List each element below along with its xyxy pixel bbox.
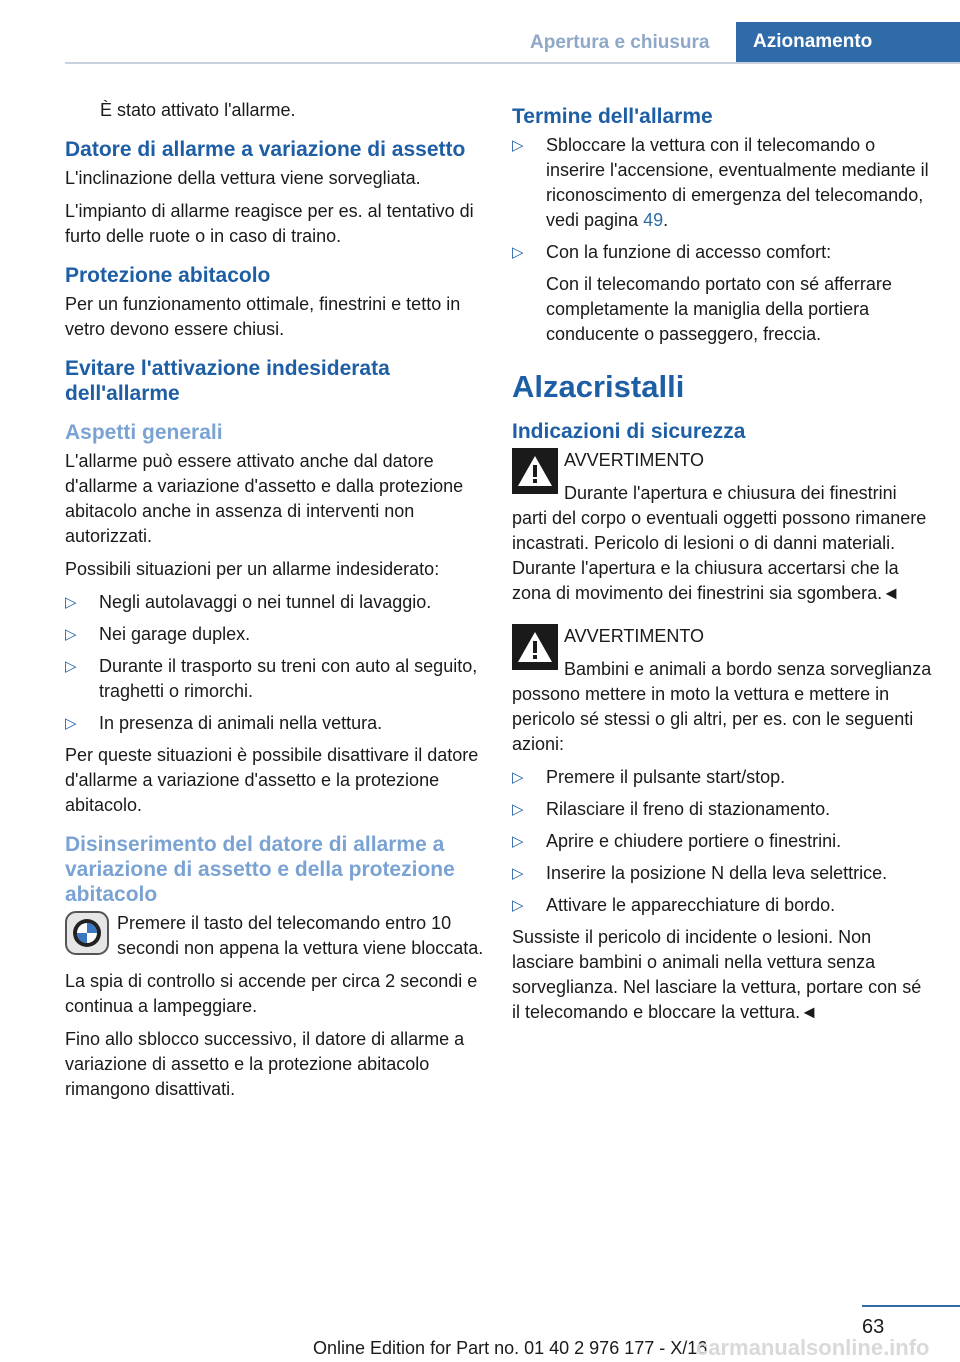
header-section-tab[interactable]: Apertura e chiusura bbox=[530, 32, 710, 53]
list-item: ▷ Inserire la posizione N della leva selettrice. bbox=[512, 861, 932, 886]
list-item: ▷ Durante il trasporto su treni con auto al seguito, traghetti o rimorchi. bbox=[65, 656, 478, 701]
triangle-bullet-icon: ▷ bbox=[65, 626, 77, 643]
warning-text: Bambini e animali a bordo senza sorveglianza possono mettere in moto la vettura e mettere in pericolo sé stessi o gli altri, per es. con le seguenti azioni: bbox=[512, 659, 932, 754]
heading-end-alarm: Termine dell'allarme bbox=[512, 105, 713, 128]
list-item: ▷ Attivare le apparecchiature di bordo. bbox=[512, 893, 932, 918]
list-item: ▷ Con la funzione di accesso comfort: bbox=[512, 240, 932, 265]
heading-power-windows: Alzacristalli bbox=[512, 369, 685, 404]
disable-paragraph-3: Fino allo sblocco successivo, il datore di allarme a variazione di assetto e la protezione abitacolo rimangono disattivati. bbox=[65, 1029, 465, 1099]
heading-tilt-sensor: Datore di allarme a variazione di assetto bbox=[65, 138, 466, 161]
triangle-bullet-icon: ▷ bbox=[512, 865, 524, 882]
situations-list bbox=[65, 590, 485, 736]
list-item: ▷ Sbloccare la vettura con il telecomando o inserire l'accensione, eventualmente mediante il riconoscimento di emergenza del telecomando, vedi pagina 49. bbox=[512, 135, 929, 230]
list-item: ▷ Negli autolavaggi o nei tunnel di lavaggio. bbox=[65, 590, 485, 615]
comfort-access-text: Con il telecomando portato con sé afferrare completamente la maniglia della portiera conducente o passeggero, freccia. bbox=[546, 274, 892, 344]
warning-triangle-icon bbox=[512, 448, 558, 494]
disable-paragraph-2: La spia di controllo si accende per circa 2 secondi e continua a lampeggiare. bbox=[65, 971, 478, 1016]
triangle-bullet-icon: ▷ bbox=[65, 658, 77, 675]
interior-paragraph: Per un funzionamento ottimale, finestrini e tetto in vetro devono essere chiusi. bbox=[65, 294, 461, 339]
intro-text: È stato attivato l'allarme. bbox=[100, 100, 296, 120]
triangle-bullet-icon: ▷ bbox=[512, 801, 524, 818]
edition-footer: Online Edition for Part no. 01 40 2 976 177 - X/16 bbox=[313, 1338, 708, 1358]
page-link[interactable]: 49 bbox=[643, 210, 664, 230]
warning-block-2 bbox=[512, 624, 932, 757]
bmw-remote-key-icon bbox=[65, 911, 109, 955]
end-alarm-list bbox=[512, 133, 932, 265]
triangle-bullet-icon: ▷ bbox=[512, 897, 524, 914]
heading-avoid-false-alarm: Evitare l'attivazione indesiderata dell'allarme bbox=[65, 357, 390, 405]
header-rule bbox=[65, 62, 960, 64]
actions-list bbox=[512, 765, 932, 918]
general-paragraph-3: Per queste situazioni è possibile disattivare il datore d'allarme a variazione d'assetto e la protezione abitacolo. bbox=[65, 745, 479, 815]
warning-text: Durante l'apertura e chiusura dei finestrini parti del corpo o eventuali oggetti possono rimanere incastrati. Pericolo di lesioni o di danni materiali. Durante l'apertura e la chiusura accertarsi che la zona di movimento dei finestrini sia sgombera.◄ bbox=[512, 483, 927, 603]
list-item: ▷ Nei garage duplex. bbox=[65, 622, 485, 647]
tilt-paragraph-2: L'impianto di allarme reagisce per es. al tentativo di furto delle ruote o in caso di traino. bbox=[65, 201, 474, 246]
header-chapter-tab[interactable]: Azionamento bbox=[736, 22, 960, 64]
list-item: ▷ Aprire e chiudere portiere o finestrini. bbox=[512, 829, 932, 854]
list-item: ▷ In presenza di animali nella vettura. bbox=[65, 711, 485, 736]
heading-disable-sensors: Disinserimento del datore di allarme a variazione di assetto e della protezione abitacolo bbox=[65, 833, 455, 906]
triangle-bullet-icon: ▷ bbox=[65, 715, 77, 732]
page-number: 63 bbox=[862, 1316, 885, 1338]
closing-paragraph: Sussiste il pericolo di incidente o lesioni. Non lasciare bambini o animali nella vettura senza sorveglianza. Nel lasciare la vettura, portare con sé il telecomando e bloccare la vettura.◄ bbox=[512, 927, 922, 1022]
warning-title: AVVERTIMENTO bbox=[564, 450, 705, 470]
general-paragraph-2: Possibili situazioni per un allarme indesiderato: bbox=[65, 559, 440, 579]
tilt-paragraph-1: L'inclinazione della vettura viene sorvegliata. bbox=[65, 168, 421, 188]
left-column bbox=[65, 98, 485, 1110]
heading-general-aspects: Aspetti generali bbox=[65, 421, 223, 444]
watermark: carmanualsonline.info bbox=[696, 1335, 930, 1360]
heading-safety-notes: Indicazioni di sicurezza bbox=[512, 420, 746, 443]
disable-paragraph-1: Premere il tasto del telecomando entro 10 secondi non appena la vettura viene bloccata. bbox=[65, 911, 485, 961]
triangle-bullet-icon: ▷ bbox=[512, 833, 524, 850]
warning-triangle-icon bbox=[512, 624, 558, 670]
triangle-bullet-icon: ▷ bbox=[65, 594, 77, 611]
list-item: ▷ Rilasciare il freno di stazionamento. bbox=[512, 797, 932, 822]
triangle-bullet-icon: ▷ bbox=[512, 137, 524, 154]
list-item: ▷ Premere il pulsante start/stop. bbox=[512, 765, 932, 790]
triangle-bullet-icon: ▷ bbox=[512, 769, 524, 786]
triangle-bullet-icon: ▷ bbox=[512, 244, 524, 261]
general-paragraph-1: L'allarme può essere attivato anche dal datore d'allarme a variazione d'assetto e dalla protezione abitacolo anche in assenza di interventi non autorizzati. bbox=[65, 451, 464, 546]
warning-block-1 bbox=[512, 448, 932, 606]
right-column bbox=[512, 98, 932, 1033]
footer-rule bbox=[862, 1305, 960, 1307]
warning-title: AVVERTIMENTO bbox=[564, 626, 705, 646]
heading-interior-protection: Protezione abitacolo bbox=[65, 264, 271, 287]
